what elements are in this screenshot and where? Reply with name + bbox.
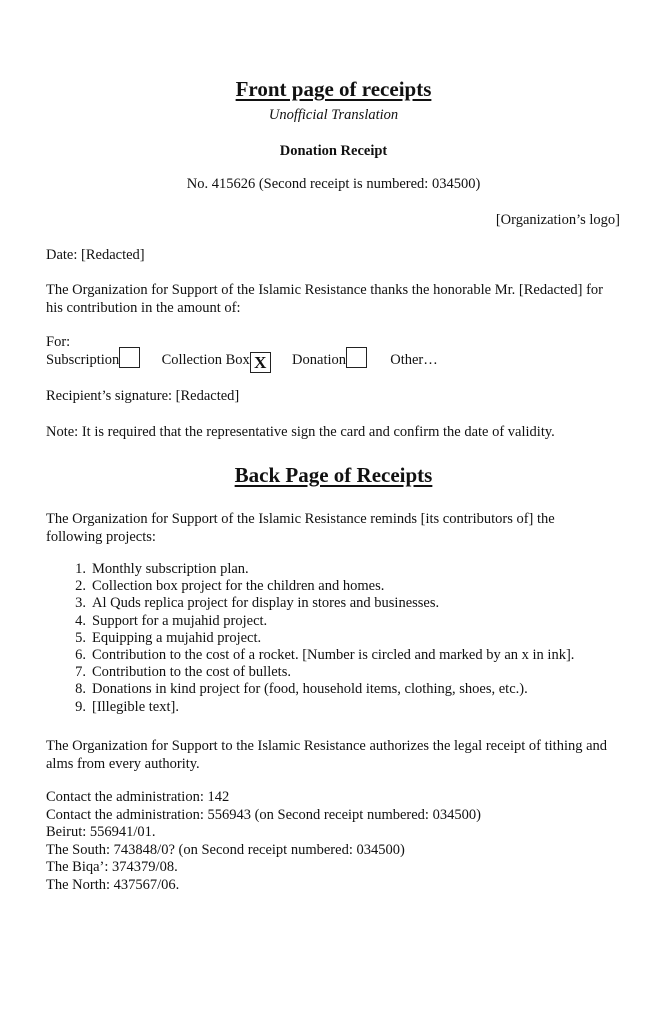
authorization-text: The Organization for Support to the Islamic Resistance authorizes the legal receipt of tithing and alms from every authority. bbox=[46, 738, 608, 772]
list-item: 9. [Illegible text]. bbox=[75, 698, 179, 715]
list-item: 1. Monthly subscription plan. bbox=[75, 561, 249, 577]
representative-note: Note: It is required that the representative sign the card and confirm the date of validity. bbox=[46, 424, 555, 440]
checkbox-label-donation: Donation bbox=[292, 352, 346, 368]
other-label: Other… bbox=[390, 352, 438, 368]
for-label: For: bbox=[46, 334, 71, 350]
list-item: 8. Donations in kind project for (food, household items, clothing, shoes, etc.). bbox=[75, 681, 528, 698]
list-item: 4. Support for a mujahid project. bbox=[75, 612, 268, 629]
projects-list bbox=[46, 561, 667, 716]
checkbox-label-collection-box: Collection Box bbox=[161, 352, 250, 368]
back-intro: The Organization for Support of the Islamic Resistance reminds [its contributors of] the following projects: bbox=[46, 511, 555, 545]
list-item: 6. Contribution to the cost of a rocket. [Number is circled and marked by an x in ink]. bbox=[75, 646, 575, 663]
list-item: 2. Collection box project for the children and homes. bbox=[75, 578, 385, 595]
receipt-heading: Donation Receipt bbox=[279, 143, 388, 159]
checkbox-subscription[interactable] bbox=[119, 347, 140, 368]
thanks-text: The Organization for Support of the Islamic Resistance thanks the honorable Mr. [Redacted] for his contribution in the amount of: bbox=[46, 282, 604, 316]
receipt-number: No. 415626 (Second receipt is numbered: 034500) bbox=[186, 176, 481, 192]
checkbox-donation[interactable] bbox=[346, 347, 367, 368]
contact-line: Contact the administration: 556943 (on Second receipt numbered: 034500) bbox=[46, 806, 481, 823]
contact-line: The South: 743848/0? (on Second receipt numbered: 034500) bbox=[46, 841, 405, 858]
front-page-title: Front page of receipts bbox=[235, 77, 432, 101]
list-item: 3. Al Quds replica project for display in stores and businesses. bbox=[75, 595, 440, 612]
contribution-type-row bbox=[46, 347, 438, 373]
contact-line: Beirut: 556941/01. bbox=[46, 824, 156, 840]
list-item: 5. Equipping a mujahid project. bbox=[75, 629, 262, 646]
contact-line: The North: 437567/06. bbox=[46, 876, 180, 893]
recipient-signature: Recipient’s signature: [Redacted] bbox=[46, 388, 240, 404]
contact-line: The Biqa’: 374379/08. bbox=[46, 859, 178, 875]
list-item: 7. Contribution to the cost of bullets. bbox=[75, 664, 291, 681]
contact-line: Contact the administration: 142 bbox=[46, 789, 230, 805]
logo-placeholder: [Organization’s logo] bbox=[495, 212, 620, 228]
checkbox-collection-box[interactable]: X bbox=[250, 352, 271, 373]
checkbox-label-subscription: Subscription bbox=[46, 352, 120, 368]
receipt-date: Date: [Redacted] bbox=[46, 247, 145, 263]
translation-note: Unofficial Translation bbox=[268, 107, 399, 123]
back-page-title: Back Page of Receipts bbox=[234, 463, 433, 487]
